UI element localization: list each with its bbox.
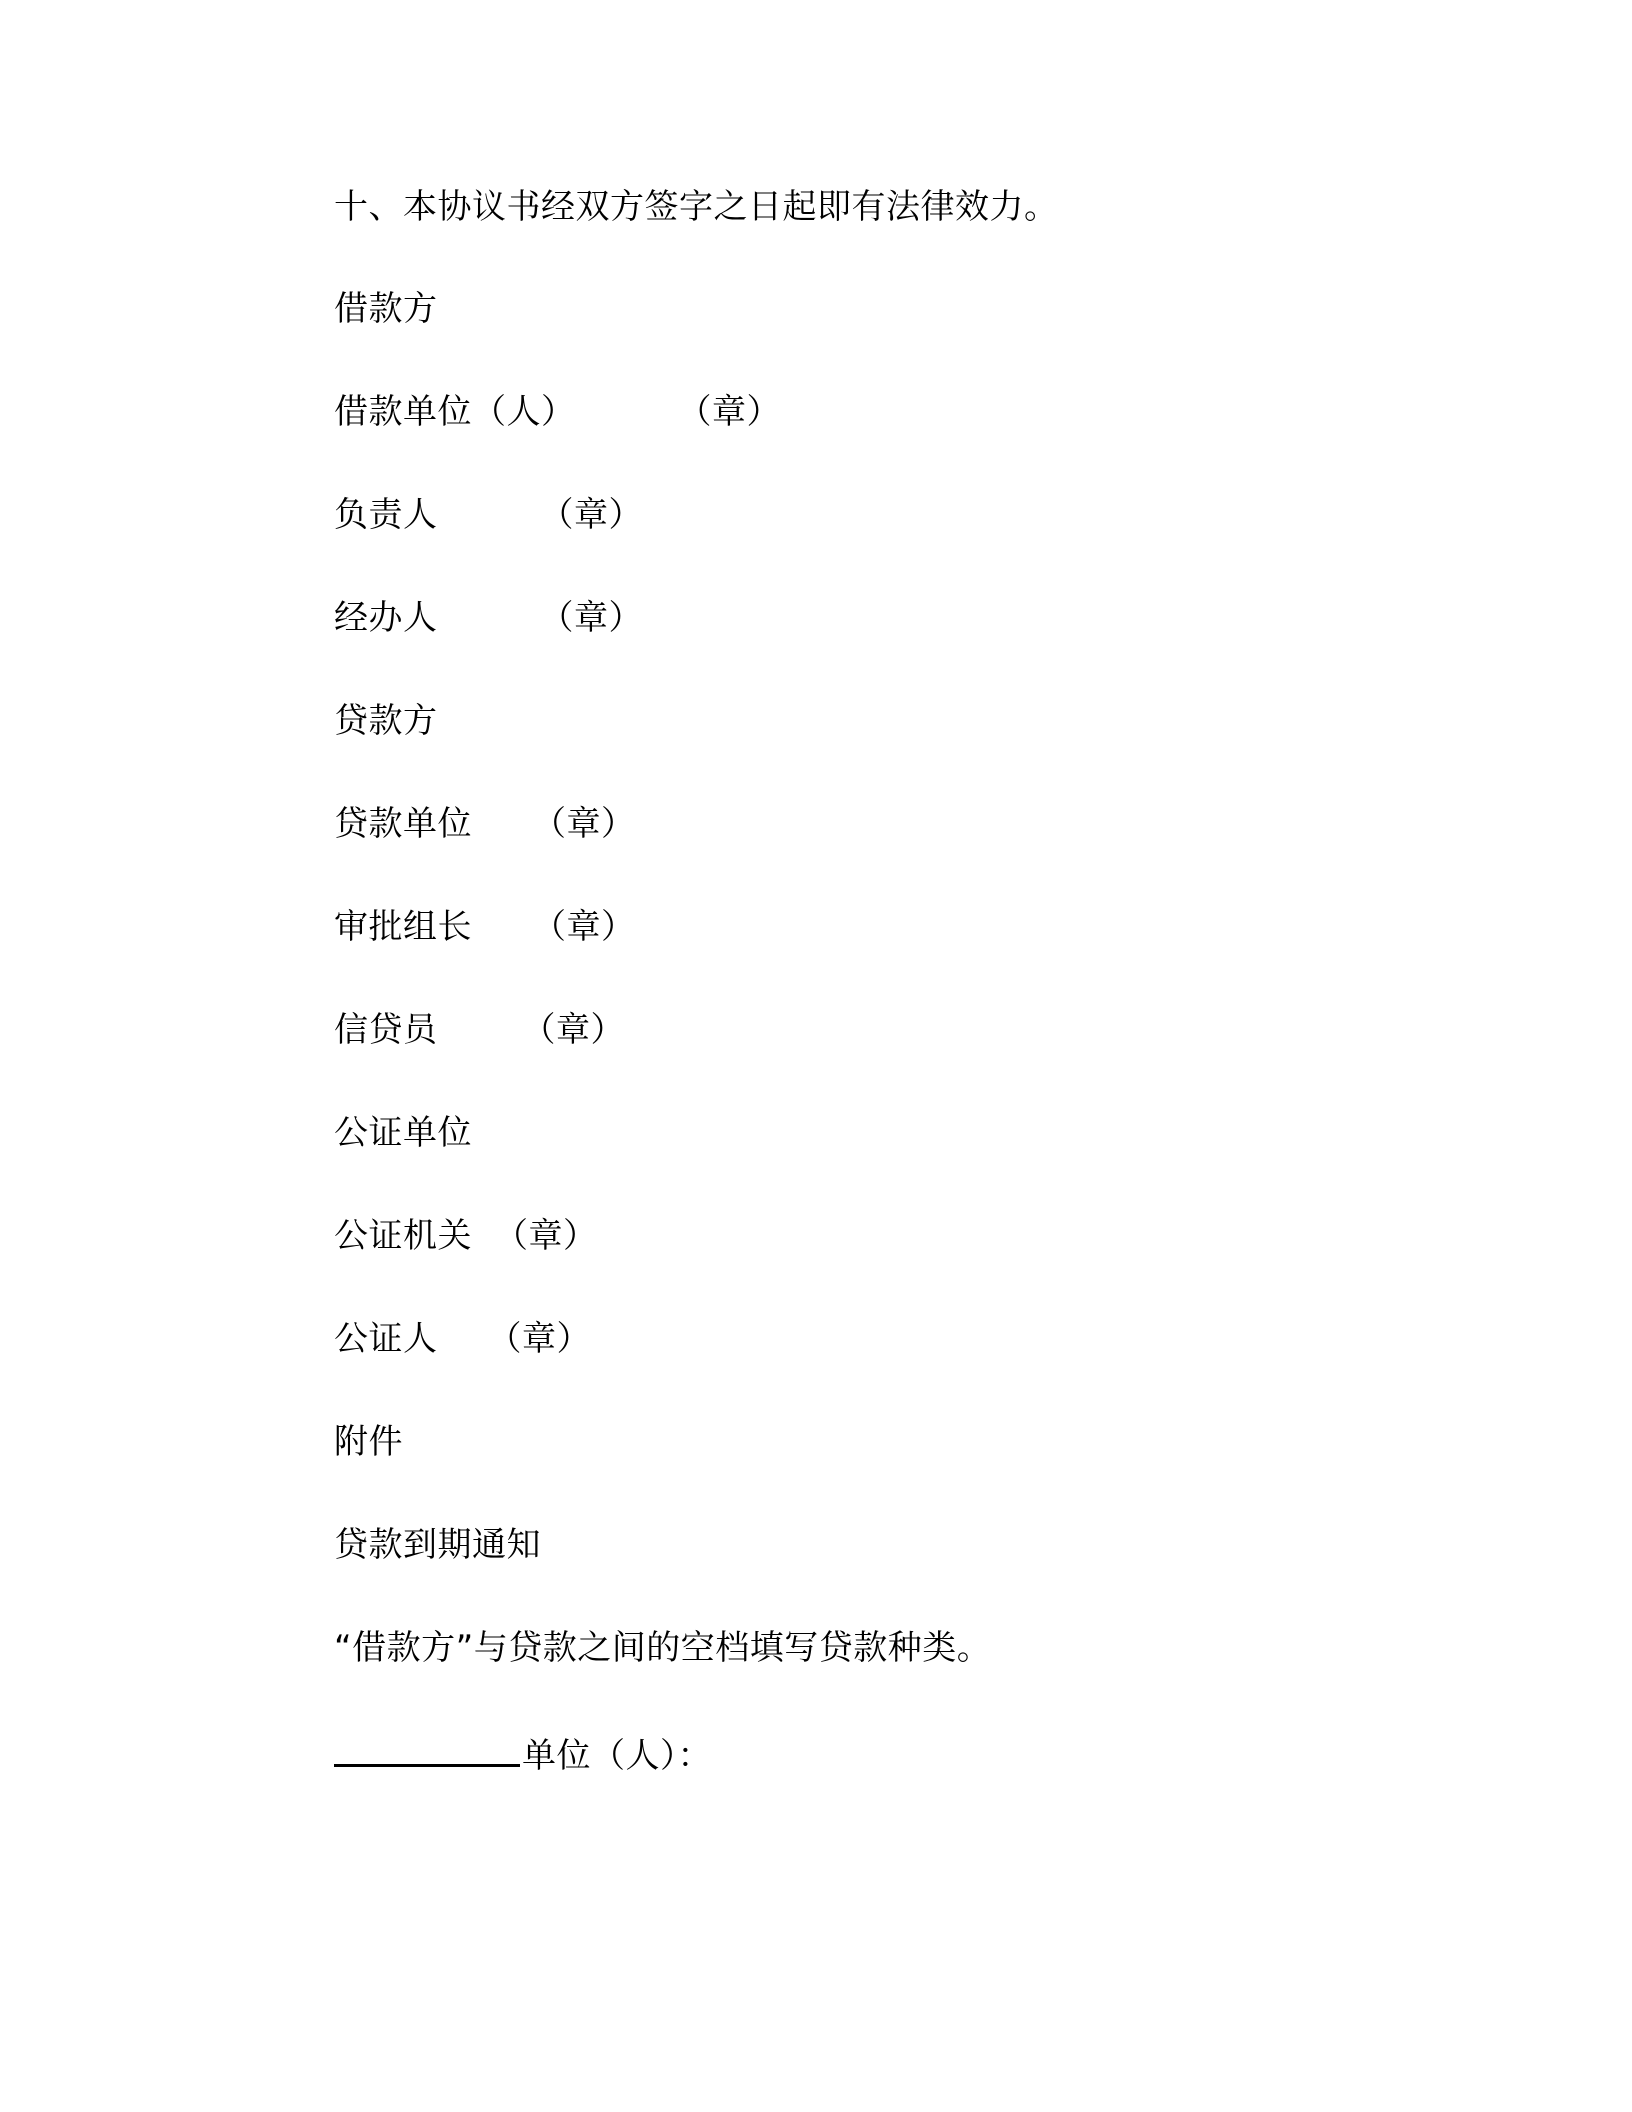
seal-mark: （章） xyxy=(539,495,643,535)
notary-person-row xyxy=(334,1319,1534,1359)
addressee-suffix: 单位（人）： xyxy=(522,1736,712,1776)
seal-mark: （章） xyxy=(539,598,643,638)
clause-ten: 十、本协议书经双方签字之日起即有法律效力。 xyxy=(334,187,1059,227)
seal-mark: （章） xyxy=(532,804,636,844)
seal-mark: （章） xyxy=(487,1319,591,1359)
attachment-heading: 附件 xyxy=(334,1422,403,1462)
seal-mark: （章） xyxy=(494,1216,598,1256)
lender-heading: 贷款方 xyxy=(334,701,438,741)
attachment-instruction: “借款方”与贷款之间的空档填写贷款种类。 xyxy=(334,1628,992,1668)
credit-officer-label: 信贷员 xyxy=(334,1010,438,1050)
notary-person-label: 公证人 xyxy=(334,1319,438,1359)
handler-label: 经办人 xyxy=(334,598,438,638)
seal-mark: （章） xyxy=(532,907,636,947)
credit-officer-row xyxy=(334,1010,1534,1050)
notary-office-row xyxy=(334,1216,1534,1256)
lender-unit-row xyxy=(334,804,1534,844)
seal-mark: （章） xyxy=(521,1010,625,1050)
document-body xyxy=(334,187,1534,1837)
seal-mark: （章） xyxy=(677,392,781,432)
notary-heading: 公证单位 xyxy=(334,1113,472,1153)
approval-leader-row xyxy=(334,907,1534,947)
notary-office-label: 公证机关 xyxy=(334,1216,472,1256)
borrower-unit-label: 借款单位（人） xyxy=(334,392,576,432)
addressee-row xyxy=(334,1734,1534,1776)
lender-unit-label: 贷款单位 xyxy=(334,804,472,844)
attachment-title: 贷款到期通知 xyxy=(334,1525,541,1565)
responsible-person-label: 负责人 xyxy=(334,495,438,535)
approval-leader-label: 审批组长 xyxy=(334,907,472,947)
responsible-person-row xyxy=(334,495,1534,535)
borrower-heading: 借款方 xyxy=(334,289,438,329)
borrower-unit-row xyxy=(334,392,1534,432)
fill-in-blank xyxy=(334,1734,520,1767)
handler-row xyxy=(334,598,1534,638)
